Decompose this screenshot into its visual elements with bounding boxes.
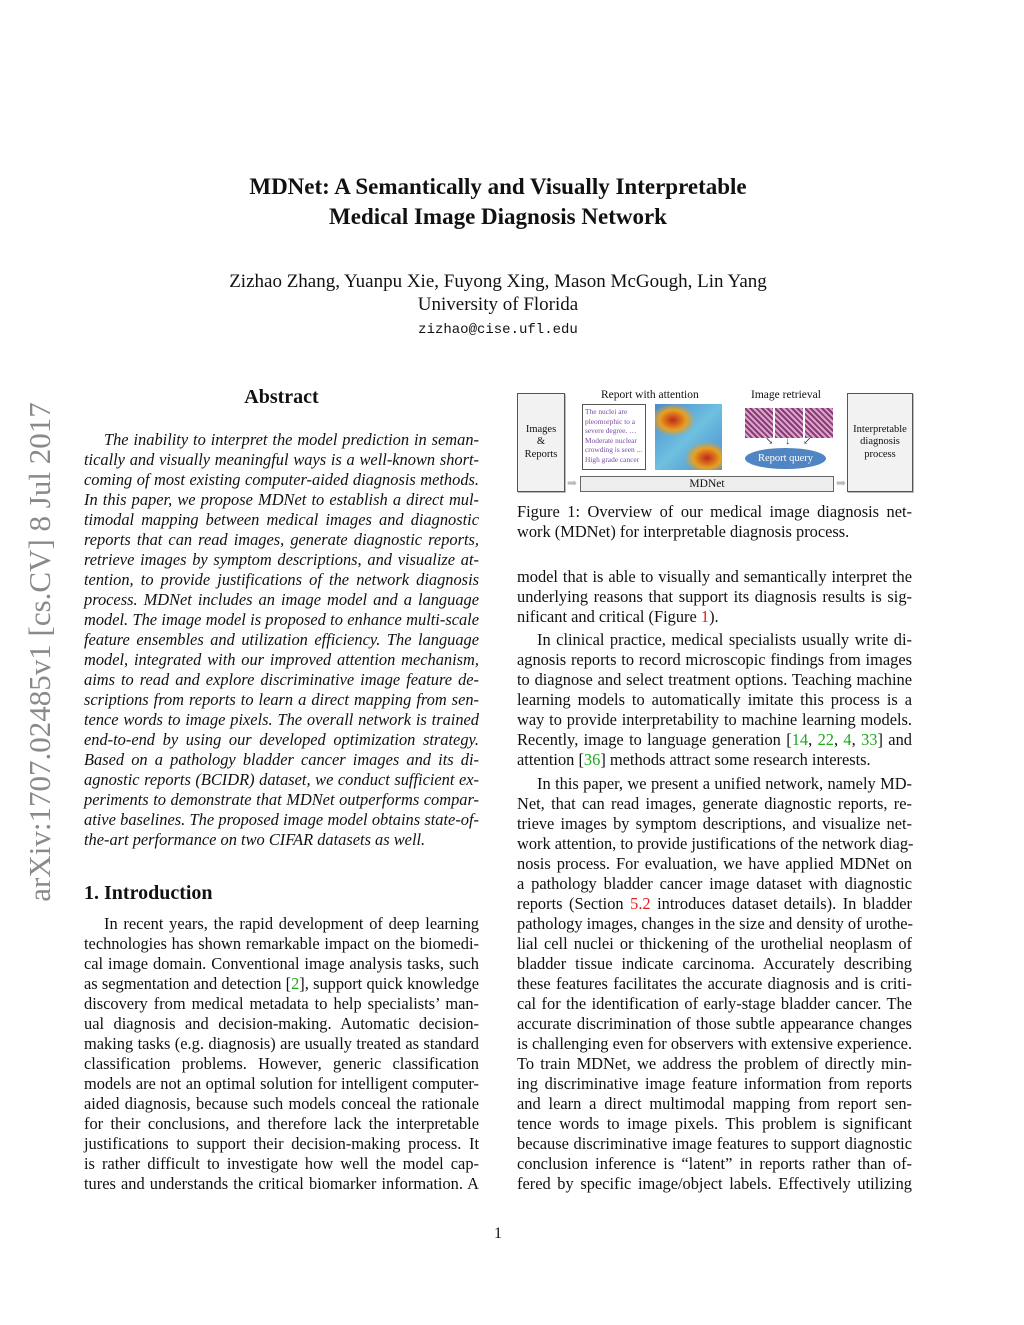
tissue-image <box>745 408 773 438</box>
text-line: agnostic reports (BCIDR) dataset, we conduct sufficient ex- <box>84 770 479 789</box>
text-line: making tasks (e.g. diagnosis) are usually treated as standard <box>84 1034 479 1053</box>
authors: Zizhao Zhang, Yuanpu Xie, Fuyong Xing, Mason McGough, Lin Yang <box>229 271 767 292</box>
text-line: In clinical practice, medical specialists usually write di- <box>537 630 912 649</box>
text-line: agnosis reports to record microscopic findings from images <box>517 650 912 669</box>
report-line: The nuclei are <box>585 407 628 416</box>
text-line: ative baselines. The proposed image model obtains state-of- <box>84 810 479 829</box>
text-line: tence words to image pixels. This problem is significant <box>517 1114 912 1133</box>
email: zizhao@cise.ufl.edu <box>418 322 578 338</box>
box-text: Interpretable <box>853 423 907 435</box>
figure-caption <box>517 502 912 542</box>
page-number: 1 <box>494 1225 502 1242</box>
report-line: Moderate nuclear <box>585 435 637 445</box>
box-text: & <box>536 436 546 448</box>
text-line: nificant and critical (Figure 1). <box>517 607 719 626</box>
text-line: Recently, image to language generation [14, 22, 4, 33] and <box>517 730 912 749</box>
citation-link[interactable]: 14 <box>791 730 809 749</box>
text-line: coming of most existing computer-aided diagnosis methods. <box>84 470 479 489</box>
report-line: pleomorphic to a <box>585 416 636 426</box>
text-line: aims to read and explore discriminative image feature de- <box>84 670 479 689</box>
text-line: To train MDNet, we address the problem of directly min- <box>517 1054 912 1073</box>
text-line: lial cell nuclei or thickening of the urothelial neoplasm of <box>517 934 912 953</box>
text-line: tures and understands the critical biomarker information. A <box>84 1174 479 1193</box>
text-line: retrieve images by symptom descriptions, and visualize at- <box>84 550 479 569</box>
cross-reference-link[interactable]: 5.2 <box>630 894 651 913</box>
text-line: is rather difficult to investigate how well the model cap- <box>84 1154 479 1173</box>
text-line: periments to demonstrate that MDNet outperforms compar- <box>84 790 479 809</box>
text-line: reports (Section 5.2 introduces dataset details). In bladder <box>517 894 912 913</box>
text-line: for their conclusions, and therefore lack the interpretable <box>84 1114 479 1133</box>
report-line: severe degree. … <box>585 426 637 436</box>
text-line: models are not an optimal solution for intelligent computer- <box>84 1074 479 1093</box>
caption-line: Figure 1: Overview of our medical image diagnosis net- <box>517 502 912 521</box>
text-line: discovery from medical metadata to help specialists’ man- <box>84 994 479 1013</box>
text-line: ual diagnosis and decision-making. Automatic decision- <box>84 1014 479 1033</box>
text-line: process. MDNet includes an image model and a language <box>84 590 479 609</box>
paragraph <box>517 774 912 1194</box>
paper-title-line-2: Medical Image Diagnosis Network <box>329 204 667 229</box>
text-line: pathology images, changes in the size and density of urothe- <box>517 914 914 933</box>
text-line: feature ensembles and utilization efficiency. The language <box>84 630 479 649</box>
text-line: technologies has shown remarkable impact on the biomedi- <box>84 934 479 953</box>
images-reports-box <box>517 393 565 492</box>
text-line: justifications to support their decision-making process. It <box>84 1134 479 1153</box>
text-line: The inability to interpret the model prediction in seman- <box>104 430 479 449</box>
text-line: a pathology bladder cancer image dataset with diagnostic <box>517 874 912 893</box>
citation-link[interactable]: 4 <box>843 730 852 749</box>
box-text: process <box>864 448 896 460</box>
citation-link[interactable]: 2 <box>291 974 300 993</box>
tissue-image <box>775 408 803 438</box>
text-line: model, integrated with our improved attention mechanism, <box>84 650 479 669</box>
text-line: reports that can read images, generate diagnostic reports, <box>84 530 479 549</box>
box-text: Images <box>525 423 557 435</box>
text-line: In this paper, we present a unified network, namely MD- <box>537 774 912 793</box>
attention-heatmap-image <box>655 404 722 470</box>
text-line: cal for the identification of early-stage bladder cancer. The <box>517 994 912 1013</box>
image-retrieval-label: Image retrieval <box>751 389 821 401</box>
cross-reference-link[interactable]: 1 <box>700 607 710 626</box>
mdnet-bar: MDNet <box>580 476 834 492</box>
intro-body <box>84 914 479 1194</box>
text-line: tence words to image pixels. The overall network is trained <box>84 710 479 729</box>
citation-link[interactable]: 22 <box>817 730 834 749</box>
report-text-box <box>582 404 646 470</box>
text-line: tically and visually meaningful ways is a well-known short- <box>84 450 479 469</box>
intro-heading: 1. Introduction <box>84 882 213 904</box>
caption-line: work (MDNet) for interpretable diagnosis process. <box>517 522 850 541</box>
abstract-heading: Abstract <box>244 386 319 408</box>
text-line: Net, that can read images, generate diagnostic reports, re- <box>517 794 912 813</box>
box-text: diagnosis <box>860 436 900 448</box>
text-line: underlying reasons that support its diagnosis results is sig- <box>517 587 912 606</box>
text-line: aided diagnosis, because such models conceal the rationale <box>84 1094 479 1113</box>
text-line: Based on a pathology bladder cancer images and its di- <box>84 750 479 769</box>
text-line: end-to-end by using our developed optimization strategy. <box>84 730 479 749</box>
text-line: and learn a direct multimodal mapping from report sen- <box>517 1094 912 1113</box>
tissue-image <box>805 408 833 438</box>
paragraph <box>517 567 912 627</box>
report-query-ellipse: Report query <box>745 448 826 469</box>
text-line: is challenging even for observers with extensive experience. <box>517 1034 913 1053</box>
text-line: these features facilitates the accurate diagnosis and is criti- <box>517 974 912 993</box>
text-line: because discriminative image features to support diagnostic <box>517 1134 912 1153</box>
text-line: scriptions from reports to learn a direct mapping from sen- <box>84 690 479 709</box>
paper-title-line-1: MDNet: A Semantically and Visually Interpretable <box>249 174 747 199</box>
affiliation: University of Florida <box>417 294 579 315</box>
text-line: learning models to automatically imitate this process is a <box>517 690 912 709</box>
text-line: In this paper, we propose MDNet to establish a direct mul- <box>84 490 479 509</box>
report-line: High grade cancer <box>585 454 640 464</box>
text-line: fered by specific image/object labels. Effectively utilizing <box>517 1174 912 1193</box>
text-line: ing discriminative image feature information from reports <box>517 1074 912 1093</box>
text-line: conclusion inference is “latent” in reports rather than of- <box>517 1154 912 1173</box>
report-line: crowding is seen ... <box>585 445 643 455</box>
text-line: In recent years, the rapid development of deep learning <box>104 914 479 933</box>
text-line: the-art performance on two CIFAR datasets as well. <box>84 830 426 849</box>
interpretable-diagnosis-box <box>847 393 913 492</box>
text-line: to diagnose and select treatment options. Teaching machine <box>517 670 912 689</box>
text-line: work attention, to provide justifications of the network diag- <box>517 834 914 853</box>
paragraph <box>517 630 912 770</box>
arrow-icon: ↙ <box>803 436 812 447</box>
text-line: classification problems. However, generic classification <box>84 1054 479 1073</box>
text-line: timodal mapping between medical images and diagnostic <box>84 510 479 529</box>
text-line: bladder tissue indicate carcinoma. Accurately describing <box>517 954 912 973</box>
text-line: attention [36] methods attract some research interests. <box>517 750 871 769</box>
report-attention-label: Report with attention <box>601 389 699 401</box>
figure-1 <box>517 388 914 494</box>
abstract-body <box>84 430 479 850</box>
text-line: cal image domain. Conventional image analysis tasks, such <box>84 954 479 973</box>
citation-link[interactable]: 33 <box>861 730 878 749</box>
box-text: Reports <box>524 448 558 460</box>
right-arrow-icon: ➡ <box>836 476 847 490</box>
text-line: nosis process. For evaluation, we have applied MDNet on <box>517 854 912 873</box>
text-line: accurate discrimination of those subtle appearance changes <box>517 1014 912 1033</box>
arrow-icon: ↘ <box>765 436 774 447</box>
text-line: model. The image model is proposed to enhance multi-scale <box>84 610 479 629</box>
text-line: as segmentation and detection [2], support quick knowledge <box>84 974 479 993</box>
text-line: model that is able to visually and semantically interpret the <box>517 567 912 586</box>
citation-link[interactable]: 36 <box>583 750 601 769</box>
right-arrow-icon: ➡ <box>567 476 578 490</box>
arxiv-identifier: arXiv:1707.02485v1 [cs.CV] 8 Jul 2017 <box>22 402 57 902</box>
text-line: tention, to provide justifications of the network diagnosis <box>84 570 479 589</box>
arrow-icon: ↓ <box>785 436 790 447</box>
text-line: way to provide interpretability to machine learning models. <box>517 710 912 729</box>
text-line: trieve images by symptom descriptions, and visualize net- <box>517 814 912 833</box>
